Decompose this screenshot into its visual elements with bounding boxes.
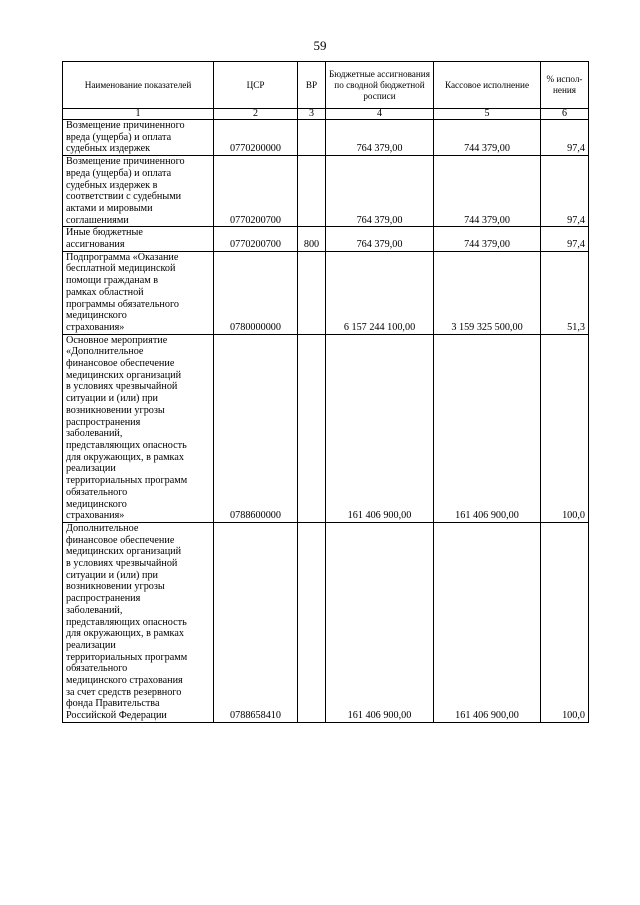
indicator-name: Дополнительное финансовое обеспечение медицинских организаций в условиях чрезвычайной ситуации и (или) при возникновении угрозы распространения заболеваний, представляющих опасность для окружающих, в рамках реализации территориальных программ обязательного медицинского страхования за счет средств резервного фонда Правительства Российской Федерации — [63, 522, 214, 722]
cash-amount: 161 406 900,00 — [434, 334, 541, 522]
indicator-name: Основное мероприятие «Дополнительное финансовое обеспечение медицинских организаций в условиях чрезвычайной ситуации и (или) при возникновении угрозы распространения заболеваний, представляющих опасность для окружающих, в рамках реализации территориальных программ обязательного медицинского страхования» — [63, 334, 214, 522]
header-csr: ЦСР — [214, 62, 298, 109]
cash-amount: 744 379,00 — [434, 120, 541, 156]
indicator-name: Возмещение причиненного вреда (ущерба) и оплата судебных издержек в соответствии с судебными актами и мировыми соглашениями — [63, 156, 214, 227]
cash-amount: 744 379,00 — [434, 156, 541, 227]
table-row — [63, 156, 589, 227]
column-number: 1 — [63, 109, 214, 120]
table-row — [63, 251, 589, 334]
column-number: 2 — [214, 109, 298, 120]
vr-code — [298, 120, 326, 156]
table-row — [63, 334, 589, 522]
execution-percent: 100,0 — [541, 522, 589, 722]
execution-percent: 51,3 — [541, 251, 589, 334]
vr-code — [298, 522, 326, 722]
indicator-name: Подпрограмма «Оказание бесплатной медицинской помощи гражданам в рамках областной программы обязательного медицинского страхования» — [63, 251, 214, 334]
header-execution-percent: % испол-нения — [541, 62, 589, 109]
indicator-name: Возмещение причиненного вреда (ущерба) и оплата судебных издержек — [63, 120, 214, 156]
execution-percent: 97,4 — [541, 156, 589, 227]
csr-code: 0770200700 — [214, 227, 298, 251]
header-cash-execution: Кассовое исполнение — [434, 62, 541, 109]
table-row — [63, 120, 589, 156]
column-number-row — [63, 109, 589, 120]
header-vr: ВР — [298, 62, 326, 109]
indicator-name: Иные бюджетные ассигнования — [63, 227, 214, 251]
vr-code — [298, 251, 326, 334]
table-row — [63, 227, 589, 251]
cash-amount: 3 159 325 500,00 — [434, 251, 541, 334]
header-budget-allocations: Бюджетные ассигнования по сводной бюджетной росписи — [326, 62, 434, 109]
page-number: 59 — [313, 38, 327, 53]
csr-code: 0770200000 — [214, 120, 298, 156]
cash-amount: 161 406 900,00 — [434, 522, 541, 722]
budget-amount: 6 157 244 100,00 — [326, 251, 434, 334]
budget-execution-table — [62, 61, 589, 723]
budget-amount: 161 406 900,00 — [326, 334, 434, 522]
column-number: 6 — [541, 109, 589, 120]
table-row — [63, 522, 589, 722]
budget-amount: 764 379,00 — [326, 120, 434, 156]
csr-code: 0788658410 — [214, 522, 298, 722]
column-number: 5 — [434, 109, 541, 120]
budget-amount: 161 406 900,00 — [326, 522, 434, 722]
csr-code: 0788600000 — [214, 334, 298, 522]
budget-amount: 764 379,00 — [326, 156, 434, 227]
column-number: 4 — [326, 109, 434, 120]
cash-amount: 744 379,00 — [434, 227, 541, 251]
column-number: 3 — [298, 109, 326, 120]
execution-percent: 97,4 — [541, 227, 589, 251]
execution-percent: 97,4 — [541, 120, 589, 156]
execution-percent: 100,0 — [541, 334, 589, 522]
budget-amount: 764 379,00 — [326, 227, 434, 251]
header-indicator-name: Наименование показателей — [63, 62, 214, 109]
table-header-row — [63, 62, 589, 109]
vr-code: 800 — [298, 227, 326, 251]
vr-code — [298, 334, 326, 522]
csr-code: 0770200700 — [214, 156, 298, 227]
vr-code — [298, 156, 326, 227]
csr-code: 0780000000 — [214, 251, 298, 334]
